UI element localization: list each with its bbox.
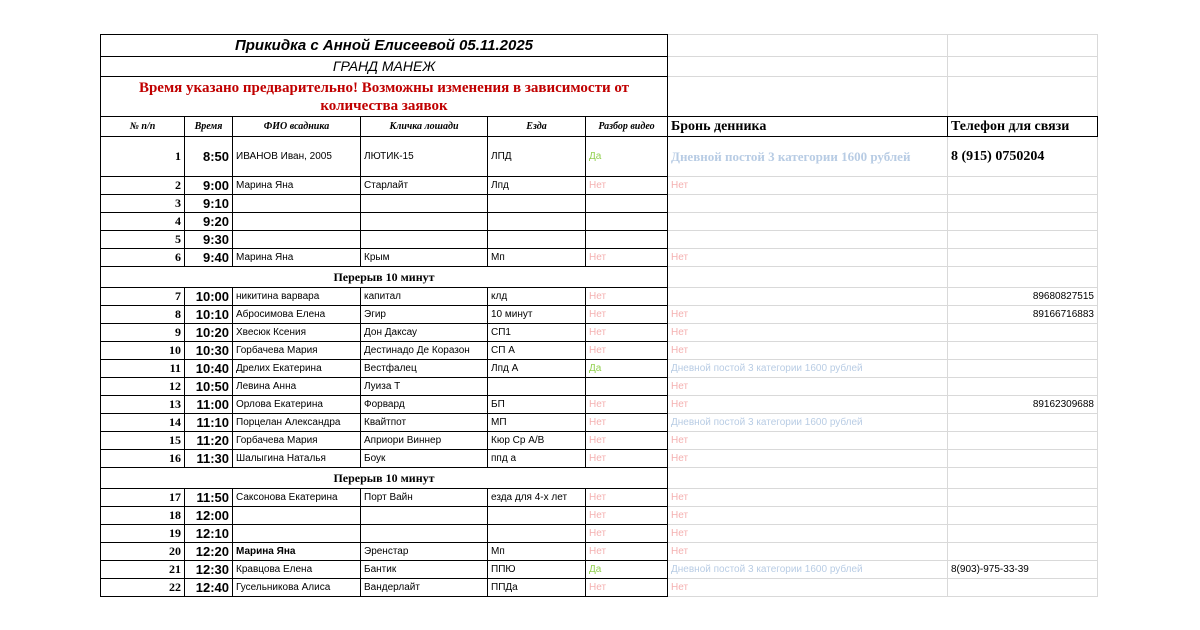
row-stall-booking: Нет — [668, 543, 948, 561]
row-stall-booking: Нет — [668, 378, 948, 396]
row-number: 17 — [101, 489, 185, 507]
row-phone — [948, 579, 1098, 597]
empty-cell — [668, 35, 948, 57]
row-horse: Порт Вайн — [361, 489, 488, 507]
row-ride: Мп — [488, 543, 586, 561]
row-stall-booking: Нет — [668, 342, 948, 360]
table-row — [101, 306, 1098, 324]
row-horse: Эренстар — [361, 543, 488, 561]
row-stall-booking — [668, 231, 948, 249]
row-ride — [488, 507, 586, 525]
break-row — [101, 468, 1098, 489]
row-rider: Кравцова Елена — [233, 561, 361, 579]
row-video-status — [586, 231, 668, 249]
row-horse: Бантик — [361, 561, 488, 579]
break-label: Перерыв 10 минут — [101, 468, 668, 489]
empty-cell — [668, 57, 948, 77]
row-number: 2 — [101, 177, 185, 195]
row-horse: ЛЮТИК-15 — [361, 137, 488, 177]
row-stall-booking: Дневной постой 3 категории 1600 рублей — [668, 360, 948, 378]
empty-cell — [948, 77, 1098, 117]
row-ride: ППДа — [488, 579, 586, 597]
row-ride: Лпд — [488, 177, 586, 195]
row-time: 11:30 — [185, 450, 233, 468]
row-rider — [233, 195, 361, 213]
row-horse: Боук — [361, 450, 488, 468]
row-ride: езда для 4-х лет — [488, 489, 586, 507]
row-rider: Порцелан Александра — [233, 414, 361, 432]
row-rider: Дрелих Екатерина — [233, 360, 361, 378]
row-horse: Форвард — [361, 396, 488, 414]
row-phone — [948, 177, 1098, 195]
row-video-status: Да — [586, 360, 668, 378]
row-time: 12:00 — [185, 507, 233, 525]
table-row — [101, 324, 1098, 342]
row-time: 10:00 — [185, 288, 233, 306]
row-number: 7 — [101, 288, 185, 306]
row-video-status: Да — [586, 561, 668, 579]
table-row — [101, 213, 1098, 231]
row-phone — [948, 489, 1098, 507]
row-time: 8:50 — [185, 137, 233, 177]
warning-notice: Время указано предварительно! Возможны изменения в зависимости от количества заявок — [101, 77, 668, 117]
row-ride: ппд а — [488, 450, 586, 468]
row-number: 18 — [101, 507, 185, 525]
row-stall-booking: Дневной постой 3 категории 1600 рублей — [668, 561, 948, 579]
row-number: 19 — [101, 525, 185, 543]
table-row — [101, 195, 1098, 213]
table-row — [101, 561, 1098, 579]
row-rider: Гусельникова Алиса — [233, 579, 361, 597]
row-video-status: Нет — [586, 432, 668, 450]
row-stall-booking: Нет — [668, 306, 948, 324]
row-phone: 89162309688 — [948, 396, 1098, 414]
col-header-rider: ФИО всадника — [233, 117, 361, 137]
row-video-status: Нет — [586, 507, 668, 525]
col-header-phone: Телефон для связи — [948, 117, 1098, 137]
row-rider: Марина Яна — [233, 249, 361, 267]
row-video-status — [586, 213, 668, 231]
table-row — [101, 489, 1098, 507]
row-ride — [488, 231, 586, 249]
row-horse: Вандерлайт — [361, 579, 488, 597]
row-horse: Луиза Т — [361, 378, 488, 396]
row-phone — [948, 507, 1098, 525]
table-row — [101, 396, 1098, 414]
empty-cell — [948, 267, 1098, 288]
row-time: 12:30 — [185, 561, 233, 579]
row-number: 21 — [101, 561, 185, 579]
row-phone — [948, 414, 1098, 432]
row-stall-booking: Нет — [668, 489, 948, 507]
row-ride: Лпд А — [488, 360, 586, 378]
row-ride — [488, 213, 586, 231]
row-video-status: Нет — [586, 288, 668, 306]
page-title: Прикидка с Анной Елисеевой 05.11.2025 — [101, 35, 668, 57]
row-time: 11:50 — [185, 489, 233, 507]
row-ride — [488, 195, 586, 213]
row-video-status: Нет — [586, 249, 668, 267]
row-rider — [233, 507, 361, 525]
row-time: 11:10 — [185, 414, 233, 432]
row-time: 12:40 — [185, 579, 233, 597]
table-row — [101, 432, 1098, 450]
table-row — [101, 378, 1098, 396]
row-horse: Старлайт — [361, 177, 488, 195]
row-video-status: Нет — [586, 396, 668, 414]
row-number: 12 — [101, 378, 185, 396]
row-stall-booking — [668, 195, 948, 213]
empty-cell — [668, 77, 948, 117]
row-rider — [233, 231, 361, 249]
row-rider: Горбачева Мария — [233, 342, 361, 360]
row-rider — [233, 525, 361, 543]
row-rider: Марина Яна — [233, 543, 361, 561]
row-stall-booking: Нет — [668, 450, 948, 468]
row-phone: 8 (915) 0750204 — [948, 137, 1098, 177]
row-ride: ЛПД — [488, 137, 586, 177]
table-row — [101, 525, 1098, 543]
row-number: 14 — [101, 414, 185, 432]
row-number: 11 — [101, 360, 185, 378]
row-stall-booking: Нет — [668, 396, 948, 414]
row-rider: никитина варвара — [233, 288, 361, 306]
row-ride: БП — [488, 396, 586, 414]
table-row — [101, 288, 1098, 306]
row-video-status: Нет — [586, 525, 668, 543]
row-horse — [361, 195, 488, 213]
row-time: 9:40 — [185, 249, 233, 267]
row-ride: Кюр Ср А/В — [488, 432, 586, 450]
row-video-status: Да — [586, 137, 668, 177]
row-phone — [948, 195, 1098, 213]
row-horse — [361, 213, 488, 231]
row-stall-booking — [668, 213, 948, 231]
row-phone — [948, 249, 1098, 267]
row-horse — [361, 507, 488, 525]
row-ride: 10 минут — [488, 306, 586, 324]
row-video-status — [586, 195, 668, 213]
row-time: 9:20 — [185, 213, 233, 231]
row-video-status: Нет — [586, 489, 668, 507]
row-ride: ППЮ — [488, 561, 586, 579]
row-horse: Крым — [361, 249, 488, 267]
row-stall-booking: Нет — [668, 177, 948, 195]
row-video-status: Нет — [586, 177, 668, 195]
row-number: 10 — [101, 342, 185, 360]
row-stall-booking: Дневной постой 3 категории 1600 рублей — [668, 414, 948, 432]
row-rider: Шалыгина Наталья — [233, 450, 361, 468]
row-horse: Эгир — [361, 306, 488, 324]
break-label: Перерыв 10 минут — [101, 267, 668, 288]
row-number: 8 — [101, 306, 185, 324]
row-video-status: Нет — [586, 450, 668, 468]
row-time: 10:50 — [185, 378, 233, 396]
row-time: 9:30 — [185, 231, 233, 249]
row-rider: Хвесюк Ксения — [233, 324, 361, 342]
row-horse — [361, 231, 488, 249]
row-number: 4 — [101, 213, 185, 231]
row-stall-booking: Нет — [668, 579, 948, 597]
row-phone — [948, 360, 1098, 378]
row-number: 6 — [101, 249, 185, 267]
row-phone — [948, 543, 1098, 561]
table-row — [101, 579, 1098, 597]
row-phone — [948, 213, 1098, 231]
table-row — [101, 249, 1098, 267]
row-number: 16 — [101, 450, 185, 468]
row-horse: Априори Виннер — [361, 432, 488, 450]
row-ride: СП А — [488, 342, 586, 360]
row-phone — [948, 432, 1098, 450]
row-video-status: Нет — [586, 579, 668, 597]
row-number: 20 — [101, 543, 185, 561]
row-number: 15 — [101, 432, 185, 450]
table-row — [101, 507, 1098, 525]
table-row — [101, 231, 1098, 249]
row-horse: капитал — [361, 288, 488, 306]
row-rider: Саксонова Екатерина — [233, 489, 361, 507]
col-header-num: № п/п — [101, 117, 185, 137]
col-header-ride: Езда — [488, 117, 586, 137]
row-number: 5 — [101, 231, 185, 249]
row-stall-booking: Нет — [668, 507, 948, 525]
row-stall-booking: Нет — [668, 249, 948, 267]
row-time: 10:20 — [185, 324, 233, 342]
row-phone — [948, 525, 1098, 543]
row-time: 9:00 — [185, 177, 233, 195]
row-stall-booking: Нет — [668, 525, 948, 543]
row-video-status: Нет — [586, 306, 668, 324]
empty-cell — [948, 468, 1098, 489]
row-phone — [948, 450, 1098, 468]
row-video-status: Нет — [586, 342, 668, 360]
col-header-horse: Кличка лошади — [361, 117, 488, 137]
row-video-status — [586, 378, 668, 396]
row-rider: ИВАНОВ Иван, 2005 — [233, 137, 361, 177]
row-ride: Мп — [488, 249, 586, 267]
row-video-status: Нет — [586, 324, 668, 342]
table-row — [101, 450, 1098, 468]
col-header-video: Разбор видео — [586, 117, 668, 137]
row-number: 13 — [101, 396, 185, 414]
row-ride — [488, 378, 586, 396]
row-number: 1 — [101, 137, 185, 177]
table-row — [101, 342, 1098, 360]
row-number: 22 — [101, 579, 185, 597]
row-stall-booking: Нет — [668, 432, 948, 450]
row-rider: Абросимова Елена — [233, 306, 361, 324]
row-horse: Дон Даксау — [361, 324, 488, 342]
row-ride — [488, 525, 586, 543]
empty-cell — [948, 57, 1098, 77]
row-time: 11:20 — [185, 432, 233, 450]
table-row — [101, 360, 1098, 378]
empty-cell — [668, 267, 948, 288]
venue-title: ГРАНД МАНЕЖ — [101, 57, 668, 77]
row-number: 3 — [101, 195, 185, 213]
row-horse: Дестинадо Де Коразон — [361, 342, 488, 360]
row-ride: МП — [488, 414, 586, 432]
row-phone: 8(903)-975-33-39 — [948, 561, 1098, 579]
row-time: 10:10 — [185, 306, 233, 324]
row-phone: 89166716883 — [948, 306, 1098, 324]
row-horse — [361, 525, 488, 543]
row-phone — [948, 324, 1098, 342]
row-horse: Квайтпот — [361, 414, 488, 432]
row-time: 10:30 — [185, 342, 233, 360]
row-rider — [233, 213, 361, 231]
table-row — [101, 543, 1098, 561]
row-phone — [948, 231, 1098, 249]
col-header-stall: Бронь денника — [668, 117, 948, 137]
row-time: 9:10 — [185, 195, 233, 213]
row-rider: Левина Анна — [233, 378, 361, 396]
table-row — [101, 137, 1098, 177]
row-rider: Орлова Екатерина — [233, 396, 361, 414]
row-phone: 89680827515 — [948, 288, 1098, 306]
table-row — [101, 414, 1098, 432]
row-ride: СП1 — [488, 324, 586, 342]
row-stall-booking — [668, 288, 948, 306]
empty-cell — [948, 35, 1098, 57]
row-rider: Горбачева Мария — [233, 432, 361, 450]
row-stall-booking: Нет — [668, 324, 948, 342]
row-rider: Марина Яна — [233, 177, 361, 195]
row-video-status: Нет — [586, 414, 668, 432]
row-video-status: Нет — [586, 543, 668, 561]
empty-cell — [668, 468, 948, 489]
row-time: 11:00 — [185, 396, 233, 414]
row-time: 10:40 — [185, 360, 233, 378]
col-header-time: Время — [185, 117, 233, 137]
row-horse: Вестфалец — [361, 360, 488, 378]
row-number: 9 — [101, 324, 185, 342]
row-phone — [948, 342, 1098, 360]
schedule-table — [100, 34, 1098, 597]
break-row — [101, 267, 1098, 288]
row-ride: клд — [488, 288, 586, 306]
row-phone — [948, 378, 1098, 396]
row-stall-booking: Дневной постой 3 категории 1600 рублей — [668, 137, 948, 177]
row-time: 12:10 — [185, 525, 233, 543]
table-row — [101, 177, 1098, 195]
row-time: 12:20 — [185, 543, 233, 561]
